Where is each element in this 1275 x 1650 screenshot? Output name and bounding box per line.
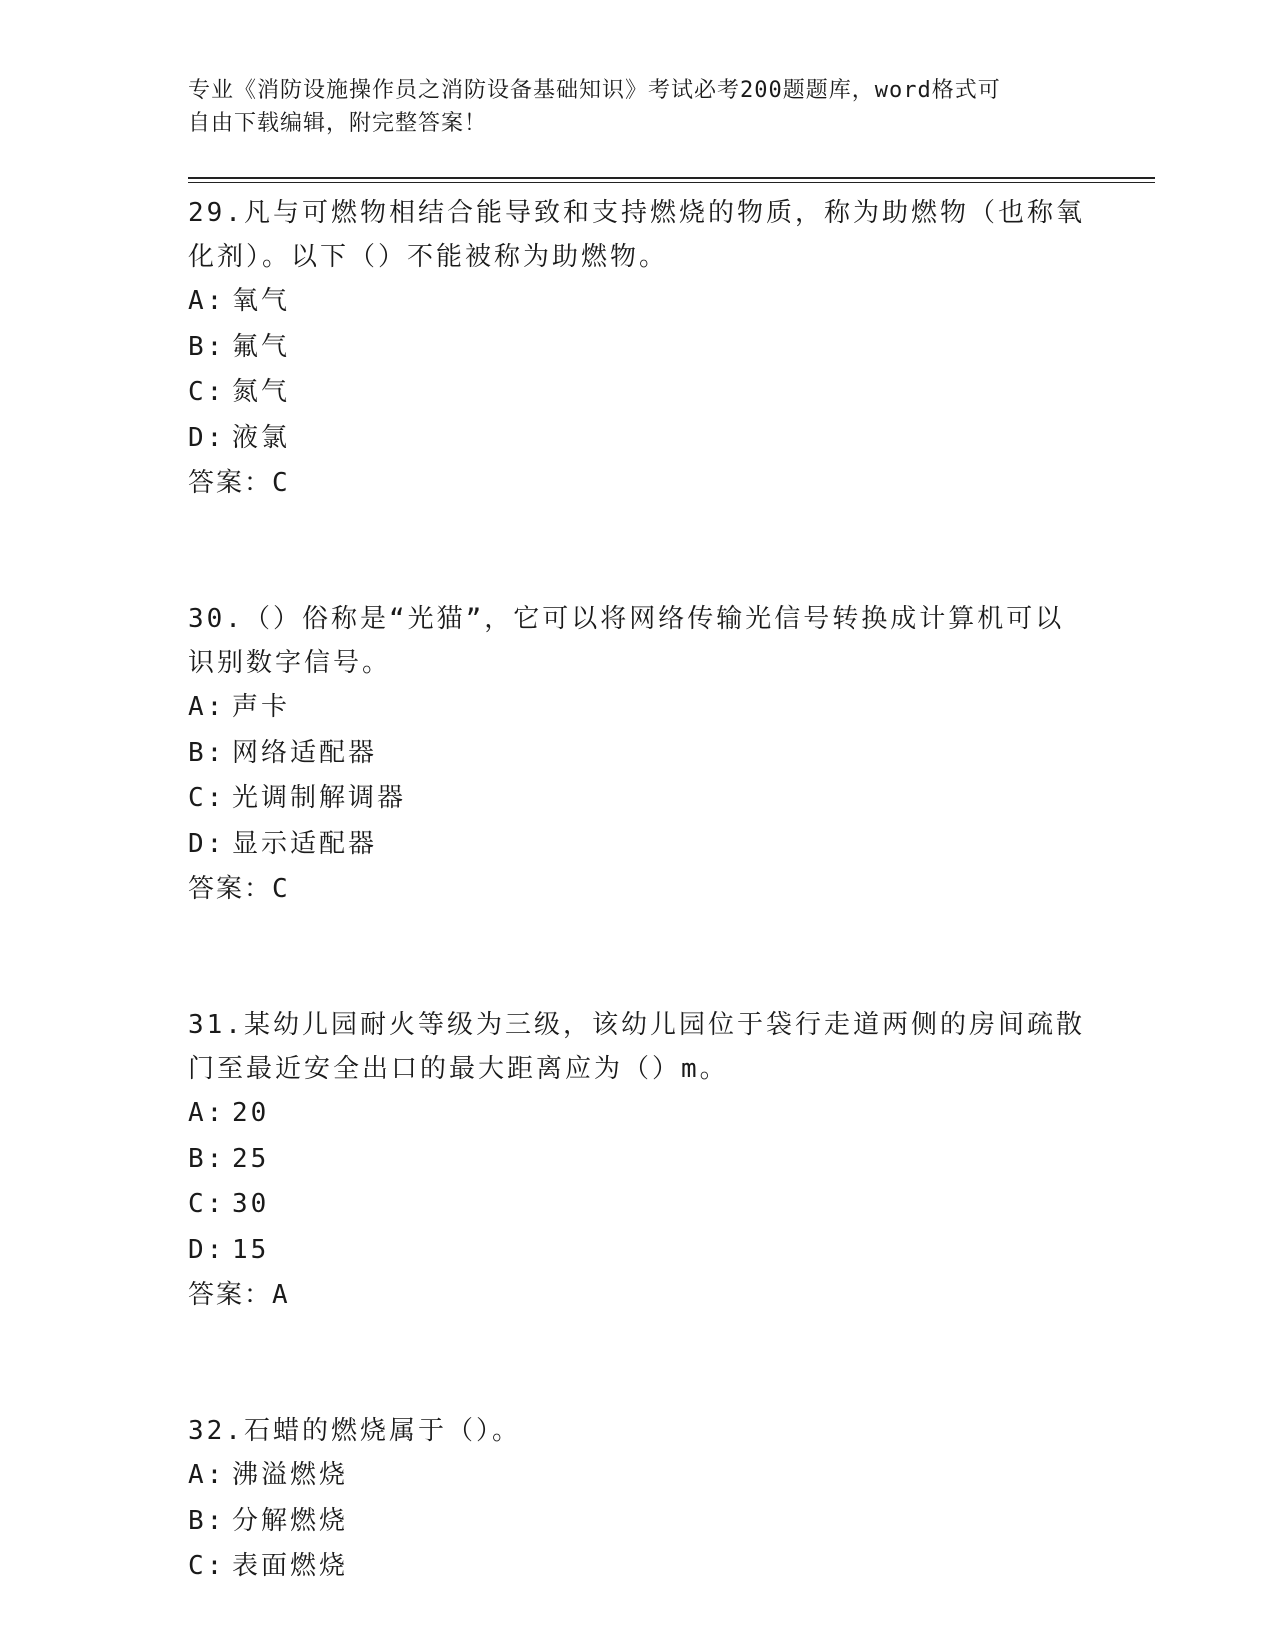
question-list bbox=[188, 191, 1088, 1590]
answer: 答案：C bbox=[188, 874, 290, 904]
option-c: C: 30 bbox=[188, 1189, 270, 1219]
answer: 答案：A bbox=[188, 1280, 290, 1310]
option-c: C: 表面燃烧 bbox=[188, 1551, 349, 1581]
option-b: B: 网络适配器 bbox=[188, 737, 378, 768]
option-d: D: 15 bbox=[188, 1234, 270, 1265]
header-divider-thin bbox=[188, 182, 1155, 183]
header-divider-thick bbox=[188, 177, 1155, 179]
option-a: A: 声卡 bbox=[188, 692, 291, 722]
question-text: 29.凡与可燃物相结合能导致和支持燃烧的物质，称为助燃物（也称氧化剂）。以下（）不能被称为助燃物。 bbox=[188, 198, 1085, 272]
option-b: B: 分解燃烧 bbox=[188, 1505, 349, 1536]
header-intro-line-1: 专业《消防设施操作员之消防设备基础知识》考试必考200题题库，word格式可 bbox=[188, 78, 1001, 103]
option-c: C: 光调制解调器 bbox=[188, 783, 407, 813]
question-text: 31.某幼儿园耐火等级为三级，该幼儿园位于袋行走道两侧的房间疏散门至最近安全出口的最大距离应为（）m。 bbox=[188, 1010, 1085, 1084]
option-a: A: 沸溢燃烧 bbox=[188, 1460, 349, 1490]
option-c: C: 氮气 bbox=[188, 377, 291, 407]
option-d: D: 显示适配器 bbox=[188, 828, 378, 859]
header-intro-line-2: 自由下载编辑，附完整答案！ bbox=[188, 111, 488, 136]
option-a: A: 20 bbox=[188, 1098, 270, 1128]
question-32 bbox=[188, 1409, 1088, 1590]
question-text: 30.（）俗称是“光猫”，它可以将网络传输光信号转换成计算机可以识别数字信号。 bbox=[188, 604, 1065, 678]
option-b: B: 25 bbox=[188, 1143, 270, 1174]
question-31 bbox=[188, 1003, 1088, 1318]
option-a: A: 氧气 bbox=[188, 286, 291, 316]
option-b: B: 氟气 bbox=[188, 331, 291, 362]
question-29 bbox=[188, 191, 1088, 506]
document-header bbox=[188, 74, 1068, 140]
question-30 bbox=[188, 597, 1088, 912]
answer: 答案：C bbox=[188, 468, 290, 498]
question-text: 32.石蜡的燃烧属于（）。 bbox=[188, 1416, 521, 1446]
option-d: D: 液氯 bbox=[188, 422, 291, 453]
